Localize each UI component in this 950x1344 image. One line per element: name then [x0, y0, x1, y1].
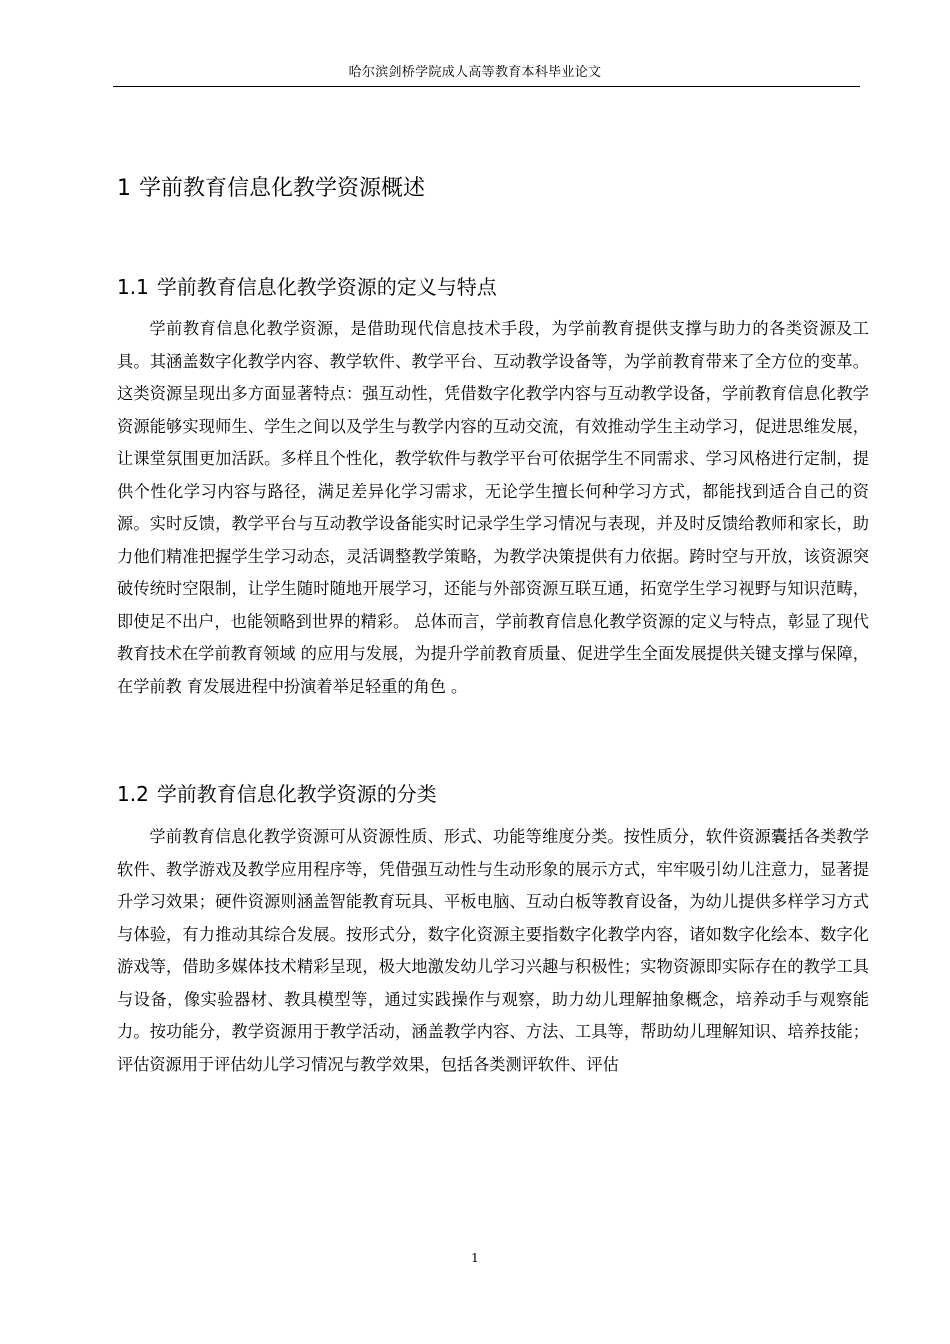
- section-number: 1.1: [117, 275, 149, 299]
- page-number: 1: [471, 1251, 479, 1265]
- chapter-title: 学前教育信息化教学资源概述: [139, 176, 426, 201]
- section-title: 学前教育信息化教学资源的定义与特点: [156, 275, 497, 299]
- section-heading-1-2: [117, 779, 437, 809]
- section-title: 学前教育信息化教学资源的分类: [156, 782, 437, 806]
- header-divider: [113, 86, 860, 87]
- section-heading-1-1: [117, 272, 497, 302]
- section-1-2-body: 学前教育信息化教学资源可从资源性质、形式、功能等维度分类。按性质分，软件资源囊括各类教学软件、教学游戏及教学应用程序等，凭借强互动性与生动形象的展示方式，牢牢吸引幼儿注意力，显著提升学习效果；硬件资源则涵盖智能教育玩具、平板电脑、互动白板等教育设备，为幼儿提供多样学习方式与体验，有力推动其综合发展。按形式分，数字化资源主要指数字化教学内容，诸如数字化绘本、数字化游戏等，借助多媒体技术精彩呈现，极大地激发幼儿学习兴趣与积极性；实物资源即实际存在的教学工具与设备，像实验器材、教具模型等，通过实践操作与观察，助力幼儿理解抽象概念，培养动手与观察能力。按功能分，教学资源用于教学活动，涵盖教学内容、方法、工具等，帮助幼儿理解知识、培养技能；评估资源用于评估幼儿学习情况与教学效果，包括各类测评软件、评估: [117, 827, 869, 1074]
- section-1-1-body: 学前教育信息化教学资源，是借助现代信息技术手段，为学前教育提供支撑与助力的各类资源及工具。其涵盖数字化教学内容、教学软件、教学平台、互动教学设备等，为学前教育带来了全方位的变革。这类资源呈现出多方面显著特点：强互动性，凭借数字化教学内容与互动教学设备，学前教育信息化教学资源能够实现师生、学生之间以及学生与教学内容的互动交流，有效推动学生主动学习，促进思维发展，让课堂氛围更加活跃。多样且个性化，教学软件与教学平台可依据学生不同需求、学习风格进行定制，提供个性化学习内容与路径，满足差异化学习需求，无论学生擅长何种学习方式，都能找到适合自己的资源。实时反馈，教学平台与互动教学设备能实时记录学生学习情况与表现，并及时反馈给教师和家长，助力他们精准把握学生学习动态，灵活调整教学策略，为教学决策提供有力依据。跨时空与开放，该资源突破传统时空限制，让学生随时随地开展学习，还能与外部资源互联互通，拓宽学生学习视野与知识范畴，即使足不出户，也能领略到世界的精彩。 总体而言，学前教育信息化教学资源的定义与特点，彰显了现代教育技术在学前教育领域 的应用与发展，为提升学前教育质量、促进学生全面发展提供关键支撑与保障，在学前教 育发展进程中扮演着举足轻重的角色 。: [117, 319, 869, 696]
- section-number: 1.2: [117, 782, 149, 806]
- chapter-number: 1: [117, 176, 131, 201]
- running-header: 哈尔滨剑桥学院成人高等教育本科毕业论文: [348, 65, 602, 80]
- chapter-heading: [117, 173, 425, 205]
